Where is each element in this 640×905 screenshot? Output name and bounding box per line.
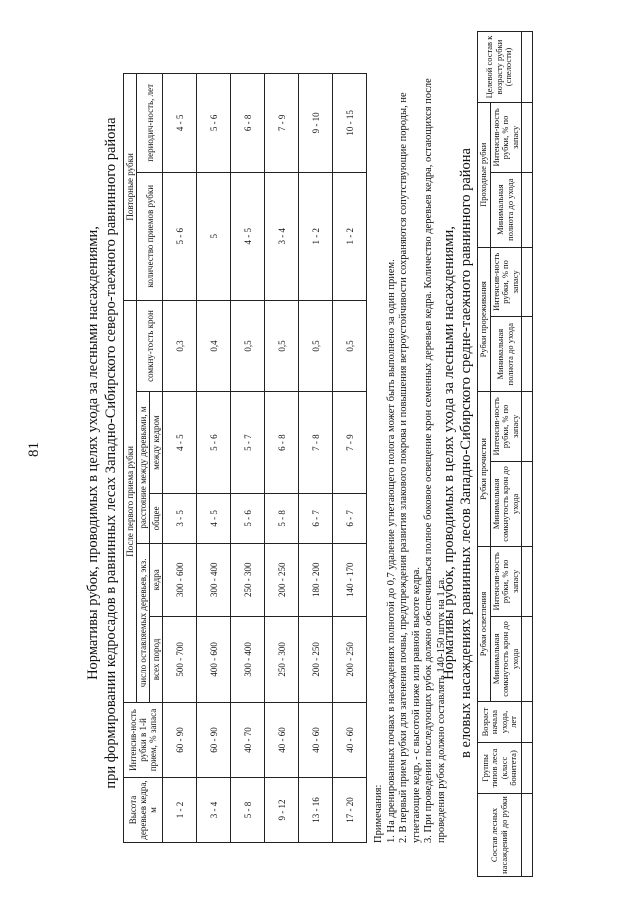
cell-intensity: 60 - 90 [163, 703, 197, 778]
cell-height: 17 - 20 [333, 778, 367, 843]
cell-crown: 0,5 [231, 300, 265, 391]
header-cedar: кедра [150, 543, 163, 616]
header-age: Возраст начала ухода, лет [478, 702, 522, 743]
document-title-1-line-1: Нормативы рубок, проводимых в целях ухода за лесными насаждениями, [85, 226, 101, 680]
cell-intensity: 40 - 60 [299, 703, 333, 778]
cell-period: 6 - 8 [231, 74, 265, 173]
cell-between: 6 - 8 [265, 392, 299, 494]
cell-total: 200 - 250 [333, 616, 367, 702]
header-cleaning: Рубки прочистки [478, 392, 491, 547]
cell-common: 5 - 8 [265, 494, 299, 544]
cell-count: 1 - 2 [299, 172, 333, 300]
header-intensity-stock: Интенсив-ность рубки, % по запасу [490, 247, 522, 317]
notes-heading: Примечания: [373, 784, 384, 843]
header-min-crown: Минимальная сомкнутость крон до ухода [490, 461, 522, 546]
cell-count: 5 - 6 [163, 172, 197, 300]
cell-count: 1 - 2 [333, 172, 367, 300]
cell-intensity: 40 - 60 [265, 703, 299, 778]
header-repeat: Повторные рубки [124, 74, 137, 301]
cell-between: 7 - 9 [333, 392, 367, 494]
header-crown: сомкну-тость крон [137, 300, 163, 391]
cell-height: 9 - 12 [265, 778, 299, 843]
cell-period: 9 - 10 [299, 74, 333, 173]
cell-period: 5 - 6 [197, 74, 231, 173]
cell-total: 300 - 400 [231, 616, 265, 702]
header-composition: Состав лесных насаждений до рубки [478, 794, 522, 877]
cell-count: 5 [197, 172, 231, 300]
cell-intensity: 40 - 60 [333, 703, 367, 778]
cell-crown: 0,5 [333, 300, 367, 391]
header-period: периодич-ность, лет [137, 74, 163, 173]
table-row [197, 74, 231, 843]
header-count: количество приемов рубки [137, 172, 163, 300]
cell-height: 5 - 8 [231, 778, 265, 843]
header-after-first: После первого приема рубки [124, 300, 137, 702]
cell-intensity: 60 - 90 [197, 703, 231, 778]
header-between: между кедром [150, 392, 163, 494]
table-row [265, 74, 299, 843]
cell-common: 5 - 6 [231, 494, 265, 544]
header-thinning: Рубки прореживания [478, 247, 491, 391]
header-height: Высота деревьев кедра, м [124, 778, 163, 843]
document-title-1-line-2: при формировании кедросадов в равнинных лесах Западно-Сибирского северо-таежного равнинного района [103, 117, 119, 789]
cell-common: 4 - 5 [197, 494, 231, 544]
note-2: 2. В первый прием рубки для затенения почвы, предупреждения развития злакового покрова и повышения ветроустойчивости сохраняются сопутствующие породы, не угнетающие кедр, - с высотой ниже или равной высоте кедра. [398, 92, 422, 843]
cell-count: 3 - 4 [265, 172, 299, 300]
header-target: Целевой состав к возрасту рубки (спелости) [478, 32, 522, 103]
cell-cedar: 250 - 300 [231, 543, 265, 616]
table-row [299, 74, 333, 843]
cell-cedar: 300 - 600 [163, 543, 197, 616]
cell-total: 400 - 600 [197, 616, 231, 702]
header-clearing: Рубки осветления [478, 547, 491, 702]
header-intensity: Интенсив-ность рубки в 1-й прием, % запаса [124, 703, 163, 778]
page-number: 81 [26, 442, 42, 457]
cell-between: 7 - 8 [299, 392, 333, 494]
cell-intensity: 40 - 70 [231, 703, 265, 778]
cell-count: 4 - 5 [231, 172, 265, 300]
cell-cedar: 300 - 400 [197, 543, 231, 616]
cell-total: 200 - 250 [299, 616, 333, 702]
cell-height: 3 - 4 [197, 778, 231, 843]
spruce-standards-table [477, 31, 533, 877]
cell-common: 6 - 7 [333, 494, 367, 544]
cell-total: 500 - 700 [163, 616, 197, 702]
document-title-2-line-1: Нормативы рубок, проводимых в целях ухода за лесными насаждениями, [441, 226, 457, 680]
cell-between: 5 - 7 [231, 392, 265, 494]
header-intensity-stock: Интенсив-ность рубки, % по запасу [490, 392, 522, 462]
header-min-density: Минимальная полнота до ухода [490, 317, 522, 392]
cell-cedar: 200 - 250 [265, 543, 299, 616]
header-total: всех пород [150, 616, 163, 702]
cell-common: 6 - 7 [299, 494, 333, 544]
header-common: общее [150, 494, 163, 544]
cell-height: 1 - 2 [163, 778, 197, 843]
cell-crown: 0,5 [299, 300, 333, 391]
cell-cedar: 140 - 170 [333, 543, 367, 616]
cell-period: 7 - 9 [265, 74, 299, 173]
header-intensity-stock: Интенсив-ность рубки, % по запасу [490, 103, 522, 173]
header-trees-left: число оставляемых деревьев, экз. [137, 543, 150, 702]
rotated-page-content [85, 23, 555, 883]
table-row [231, 74, 265, 843]
document-title-2-line-2: в еловых насаждениях равнинных лесов Западно-Сибирского средне-таежного равнинного района [458, 148, 474, 758]
notes-block [373, 43, 448, 843]
cedar-standards-table [123, 73, 367, 843]
header-distance: расстояние между деревьями, м [137, 392, 150, 544]
cell-between: 5 - 6 [197, 392, 231, 494]
header-groups: Группы типов леса (класс бонитета) [478, 743, 522, 794]
cell-total: 250 - 300 [265, 616, 299, 702]
cell-period: 10 - 15 [333, 74, 367, 173]
note-3: 3. При проведении последующих рубок должно обеспечиваться полное боковое освещение крон семенных деревьев кедра. Количество деревьев кедра, остающихся после проведения рубок должно составлять 140-150 штук на 1 га. [423, 78, 447, 843]
cell-crown: 0,3 [163, 300, 197, 391]
header-min-crown: Минимальная сомкнутость крон до ухода [490, 616, 522, 701]
cell-between: 4 - 5 [163, 392, 197, 494]
cell-height: 13 - 16 [299, 778, 333, 843]
cell-crown: 0,5 [265, 300, 299, 391]
header-intensity-stock: Интенсив-ность рубки, % по запасу [490, 547, 522, 617]
cell-period: 4 - 5 [163, 74, 197, 173]
table-row [333, 74, 367, 843]
header-passing: Проходные рубки [478, 103, 491, 248]
header-min-density: Минимальная полнота до ухода [490, 172, 522, 247]
cell-common: 3 - 5 [163, 494, 197, 544]
table-row [163, 74, 197, 843]
cell-crown: 0,4 [197, 300, 231, 391]
cell-cedar: 180 - 200 [299, 543, 333, 616]
table-row [522, 32, 533, 877]
note-1: 1. На дренированных почвах в насаждениях полнотой до 0,7 удаление угнетающего полога может быть выполнено за один прием. [385, 259, 397, 843]
